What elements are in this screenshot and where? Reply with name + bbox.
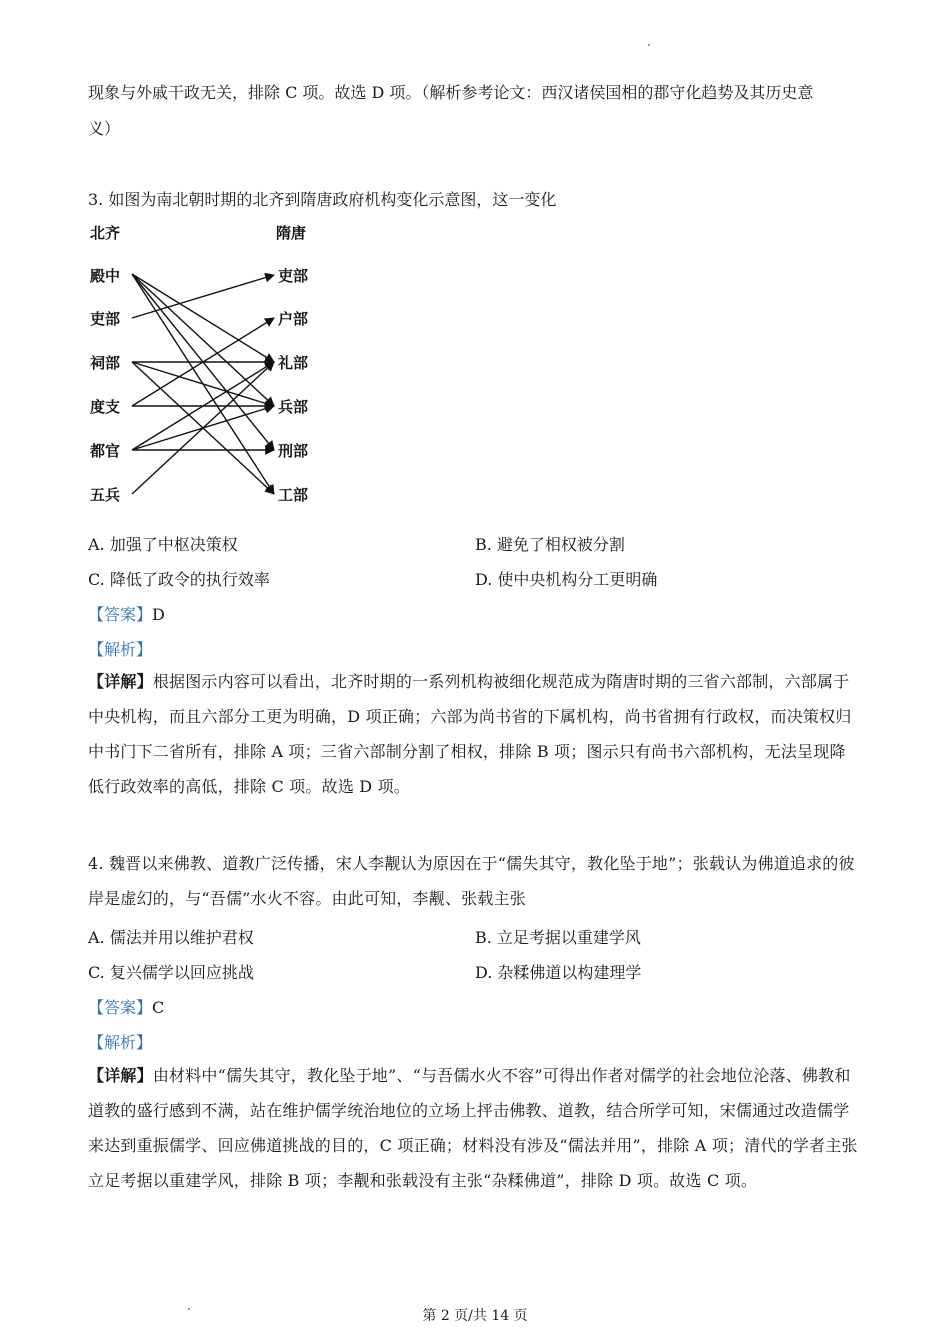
q3-analysis-heading	[88, 637, 152, 660]
diagram-left-0: 殿中	[90, 267, 121, 285]
diagram-right-3: 兵部	[278, 398, 309, 416]
diagram-left-title: 北齐	[90, 224, 121, 242]
diagram-right-4: 刑部	[278, 442, 309, 460]
q4-detail	[88, 1058, 860, 1198]
diagram-left-2: 祠部	[90, 354, 121, 372]
answer-value: D	[152, 605, 165, 624]
diagram-right-1: 户部	[278, 310, 309, 328]
answer-tag: 【答案】	[88, 998, 153, 1017]
q4-analysis-heading	[88, 1030, 152, 1053]
answer-value: C	[152, 998, 165, 1017]
analysis-tag: 【解析】	[88, 640, 153, 659]
detail-text: 由材料中“儒失其守，教化坠于地”、“与吾儒水火不容”可得出作者对儒学的社会地位沦落、佛教和道教的盛行感到不满，站在维护儒学统治地位的立场上抨击佛教、道教，结合所学可知，宋儒通过改造儒学来达到重振儒学、回应佛道挑战的目的，C 项正确；材料没有涉及“儒法并用”，排除 A 项；清代的学者主张立足考据以重建学风，排除 B 项；李觏和张载没有主张“杂糅佛道”，排除 D 项。故选 C 项。	[88, 1066, 858, 1190]
q3-option-d: D. 使中央机构分工更明确	[475, 570, 658, 589]
diagram-left-1: 吏部	[90, 310, 121, 328]
q4-option-c: C. 复兴儒学以回应挑战	[88, 963, 254, 982]
q3-option-c: C. 降低了政令的执行效率	[88, 570, 270, 589]
answer-tag: 【答案】	[88, 605, 153, 624]
intro-line-2: 义）	[88, 119, 121, 138]
q3-answer	[88, 602, 165, 625]
intro-line-1: 现象与外戚干政无关，排除 C 项。故选 D 项。（解析参考论文：西汉诸侯国相的郡守化趋势及其历史意	[88, 83, 814, 102]
diagram-right-5: 工部	[278, 486, 309, 504]
detail-tag: 【详解】	[88, 672, 153, 691]
arrow-dianzhong-bingbu	[132, 274, 274, 406]
diagram-right-2: 礼部	[278, 354, 309, 372]
arrow-cibu-bingbu	[132, 362, 274, 406]
diagram-left-4: 都官	[90, 442, 121, 460]
scan-dot	[648, 44, 650, 46]
detail-tag: 【详解】	[88, 1066, 153, 1085]
q3-option-a: A. 加强了中枢决策权	[88, 535, 238, 554]
q4-option-d: D. 杂糅佛道以构建理学	[475, 963, 642, 982]
q3-diagram	[88, 218, 328, 508]
q4-option-a: A. 儒法并用以维护君权	[88, 928, 254, 947]
q4-stem: 4. 魏晋以来佛教、道教广泛传播，宋人李觏认为原因在于“儒失其守，教化坠于地”；张载认为佛道追求的彼岸是虚幻的，与“吾儒”水火不容。由此可知，李觏、张载主张	[88, 854, 855, 908]
q3-diagram-svg	[88, 218, 328, 508]
page-footer: 第 2 页/共 14 页	[422, 1308, 528, 1324]
diagram-right-0: 吏部	[278, 267, 309, 285]
q4-answer	[88, 995, 164, 1018]
arrow-libu-libu	[132, 275, 274, 318]
diagram-left-3: 度支	[90, 398, 121, 416]
detail-text: 根据图示内容可以看出，北齐时期的一系列机构被细化规范成为隋唐时期的三省六部制，六部属于中央机构，而且六部分工更为明确，D 项正确；六部为尚书省的下属机构，尚书省拥有行政权，而决策权归中书门下二省所有，排除 A 项；三省六部制分割了相权，排除 B 项；图示只有尚书六部机构，无法呈现降低行政效率的高低，排除 C 项。故选 D 项。	[88, 672, 852, 796]
q4-option-b: B. 立足考据以重建学风	[475, 928, 641, 947]
analysis-tag: 【解析】	[88, 1033, 153, 1052]
q3-option-b: B. 避免了相权被分割	[475, 535, 625, 554]
diagram-right-title: 隋唐	[276, 224, 307, 242]
diagram-arrows	[132, 274, 274, 494]
q3-stem: 3. 如图为南北朝时期的北齐到隋唐政府机构变化示意图，这一变化	[88, 190, 557, 209]
diagram-left-5: 五兵	[90, 486, 121, 504]
q3-detail	[88, 664, 860, 804]
arrow-dianzhong-libu	[132, 274, 274, 362]
